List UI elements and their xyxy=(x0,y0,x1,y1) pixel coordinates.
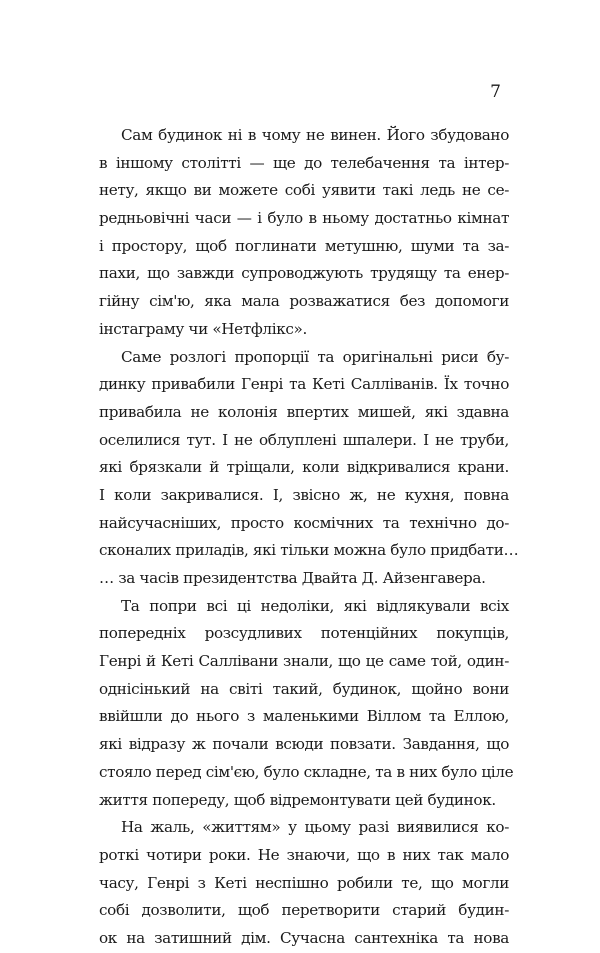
text-line: І коли закривалися. І, звісно ж, не кухня, повна xyxy=(99,485,509,504)
text-line: які брязкали й тріщали, коли відкривалися крани. xyxy=(99,458,509,477)
text-line: собі дозволити, щоб перетворити старий будин- xyxy=(99,901,509,920)
text-line: нету, якщо ви можете собі уявити такі ледь не се- xyxy=(99,181,509,200)
text-line: інстаграму чи «Нетфлікс». xyxy=(99,319,307,338)
text-line: попередніх розсудливих потенційних покупців, xyxy=(99,624,509,643)
text-line: Та попри всі ці недоліки, які відлякували всіх xyxy=(121,596,509,615)
text-line: привабила не колонія впертих мишей, які здавна xyxy=(99,402,509,421)
text-line: життя попереду, щоб відремонтувати цей будинок. xyxy=(99,790,496,809)
text-line: сконалих приладів, які тільки можна було придбати… xyxy=(99,541,519,560)
text-line: найсучасніших, просто космічних та технічно до- xyxy=(99,513,509,532)
text-line: Генрі й Кеті Саллівани знали, що це саме той, один- xyxy=(99,652,509,671)
text-line: пахи, що завжди супроводжують трудящу та енер- xyxy=(99,264,509,283)
text-line: На жаль, «життям» у цьому разі виявилися ко- xyxy=(121,818,509,837)
text-line: в іншому столітті — ще до телебачення та інтер- xyxy=(99,153,509,172)
text-line: і простору, щоб поглинати метушню, шуми та за- xyxy=(99,236,509,255)
text-line: Сам будинок ні в чому не винен. Його збудовано xyxy=(121,126,509,144)
text-line: часу, Генрі з Кеті неспішно робили те, що могли xyxy=(99,873,509,892)
body-text xyxy=(99,122,519,953)
text-line: ввійшли до нього з маленькими Віллом та Еллою, xyxy=(99,707,509,726)
text-line: оселилися тут. І не облуплені шпалери. І не труби, xyxy=(99,430,509,449)
text-line: які відразу ж почали всюди повзати. Завдання, що xyxy=(99,735,509,754)
text-line: динку привабили Генрі та Кеті Салліванів. Їх точно xyxy=(99,375,509,394)
text-line: редньовічні часи — і було в ньому достатньо кімнат xyxy=(99,209,509,228)
text-line: Саме розлогі пропорції та оригінальні риси бу- xyxy=(121,347,509,366)
text-line: роткі чотири роки. Не знаючи, що в них так мало xyxy=(99,845,509,864)
text-line: однісінький на світі такий, будинок, щойно вони xyxy=(99,679,509,698)
text-line: … за часів президентства Двайта Д. Айзенгавера. xyxy=(99,569,486,587)
text-line: ок на затишний дім. Сучасна сантехніка та нова xyxy=(99,928,509,947)
text-line: стояло перед сім'єю, було складне, та в них було ціле xyxy=(99,762,514,781)
page-number: 7 xyxy=(490,82,501,102)
text-line: гійну сім'ю, яка мала розважатися без допомоги xyxy=(99,292,509,311)
